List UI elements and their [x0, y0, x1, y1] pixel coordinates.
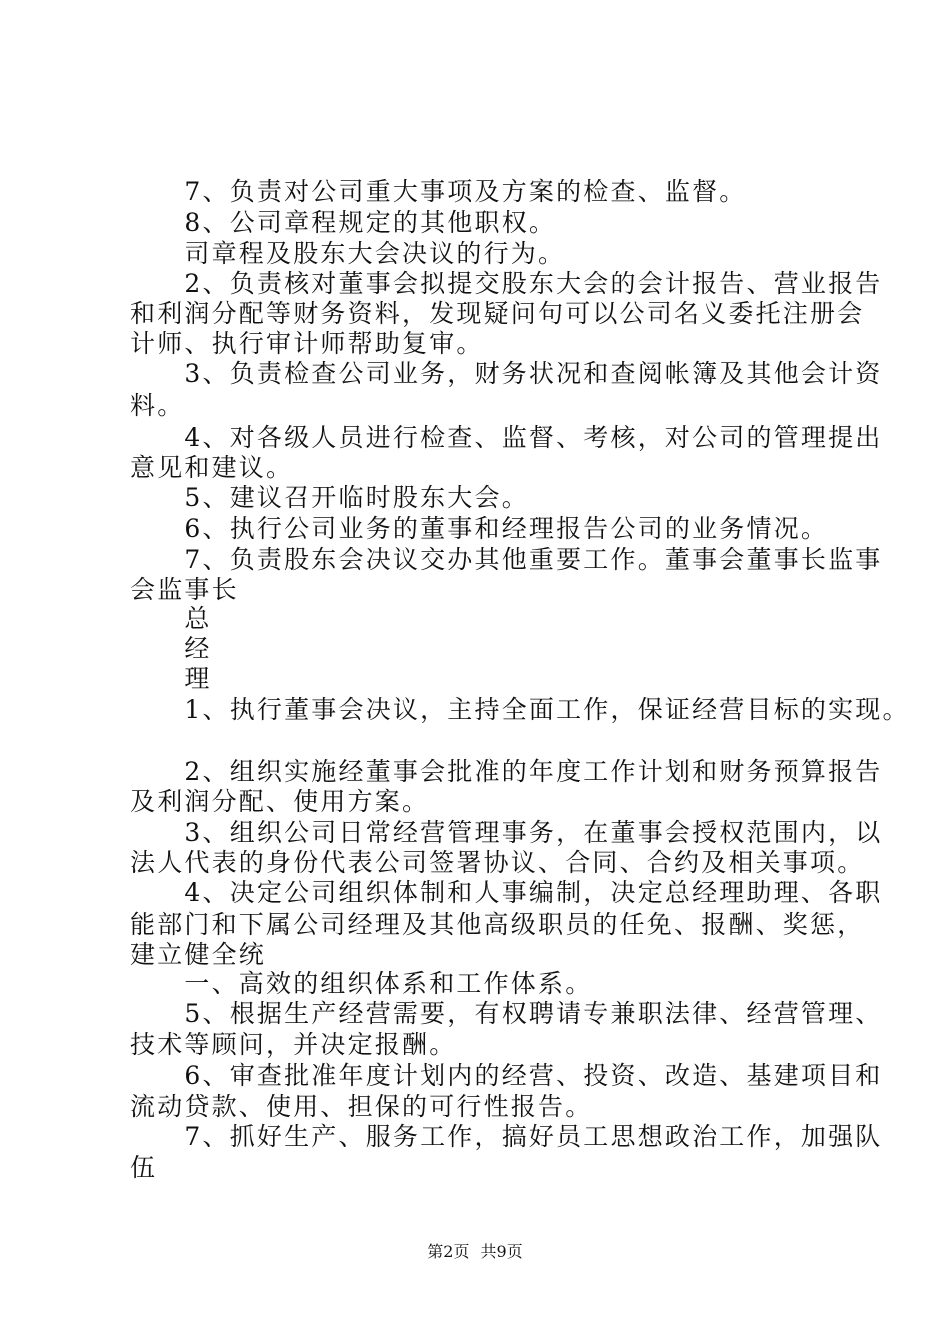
text-line: 8、公司章程规定的其他职权。 [130, 208, 557, 237]
page-footer [0, 1242, 950, 1262]
text-line: 4、决定公司组织体制和人事编制，决定总经理助理、各职 [130, 878, 883, 907]
text-line: 建立健全统 [130, 940, 267, 969]
text-line: 总 [130, 604, 212, 633]
text-line: 司章程及股东大会决议的行为。 [130, 239, 566, 268]
text-line: 法人代表的身份代表公司签署协议、合同、合约及相关事项。 [130, 848, 865, 877]
text-line: 能部门和下属公司经理及其他高级职员的任免、报酬、奖惩， [130, 910, 865, 939]
text-line: 4、对各级人员进行检查、监督、考核，对公司的管理提出 [130, 423, 883, 452]
text-line: 6、执行公司业务的董事和经理报告公司的业务情况。 [130, 514, 829, 543]
page-number: 第2页 [427, 1242, 470, 1261]
text-line: 伍 [130, 1153, 158, 1182]
text-line: 3、负责检查公司业务，财务状况和查阅帐簿及其他会计资 [130, 359, 883, 388]
page-total: 共9页 [480, 1242, 523, 1261]
text-line: 一、高效的组织体系和工作体系。 [130, 969, 593, 998]
text-line: 7、负责股东会决议交办其他重要工作。董事会董事长监事 [130, 545, 883, 574]
text-line: 7、负责对公司重大事项及方案的检查、监督。 [130, 177, 747, 206]
text-line: 理 [130, 664, 212, 693]
text-line: 6、审查批准年度计划内的经营、投资、改造、基建项目和 [130, 1061, 883, 1090]
text-line: 2、负责核对董事会拟提交股东大会的会计报告、营业报告 [130, 269, 883, 298]
text-line: 5、根据生产经营需要，有权聘请专兼职法律、经营管理、 [130, 999, 883, 1028]
text-line: 意见和建议。 [130, 453, 294, 482]
text-line: 7、抓好生产、服务工作，搞好员工思想政治工作，加强队 [130, 1122, 883, 1151]
text-line: 技术等顾问，并决定报酬。 [130, 1030, 457, 1059]
text-line: 3、组织公司日常经营管理事务，在董事会授权范围内，以 [130, 818, 883, 847]
text-line: 经 [130, 634, 212, 663]
text-line: 和利润分配等财务资料，发现疑问句可以公司名义委托注册会 [130, 299, 865, 328]
text-line: 5、建议召开临时股东大会。 [130, 483, 529, 512]
text-line: 会监事长 [130, 575, 239, 604]
text-line: 2、组织实施经董事会批准的年度工作计划和财务预算报告 [130, 757, 883, 786]
text-line: 料。 [130, 391, 185, 420]
text-line: 流动贷款、使用、担保的可行性报告。 [130, 1092, 593, 1121]
text-line: 1、执行董事会决议，主持全面工作，保证经营目标的实现。 [130, 695, 910, 724]
text-line: 计师、执行审计师帮助复审。 [130, 329, 484, 358]
text-line: 及利润分配、使用方案。 [130, 787, 430, 816]
